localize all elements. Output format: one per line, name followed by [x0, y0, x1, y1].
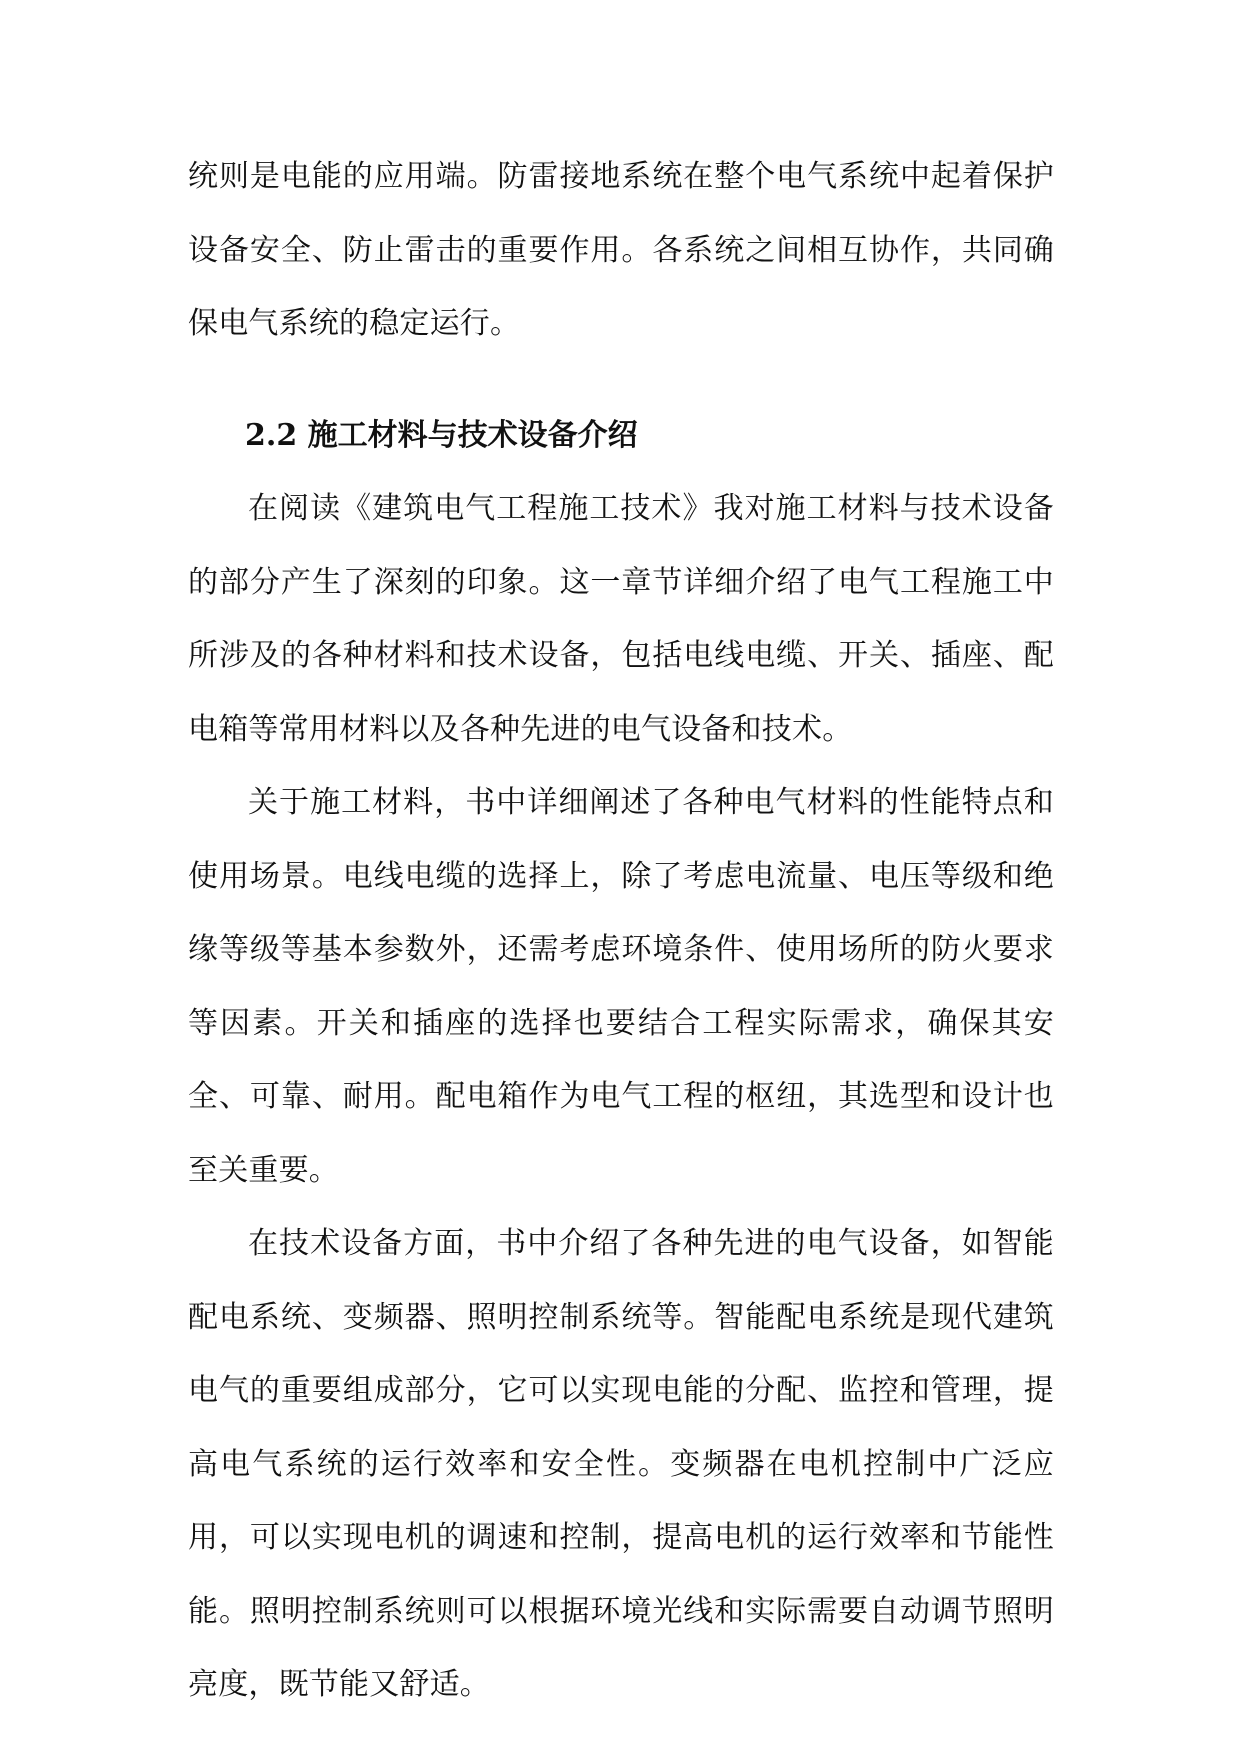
paragraph-equipment: 在技术设备方面，书中介绍了各种先进的电气设备，如智能配电系统、变频器、照明控制系统等。智能配电系统是现代建筑电气的重要组成部分，它可以实现电能的分配、监控和管理，提高电气系统的运行效率和安全性。变频器在电机控制中广泛应用，可以实现电机的调速和控制，提高电机的运行效率和节能性能。照明控制系统则可以根据环境光线和实际需要自动调节照明亮度，既节能又舒适。: [188, 1226, 1054, 1702]
paragraph-materials: 关于施工材料，书中详细阐述了各种电气材料的性能特点和使用场景。电线电缆的选择上，除了考虑电流量、电压等级和绝缘等级等基本参数外，还需考虑环境条件、使用场所的防火要求等因素。开关和插座的选择也要结合工程实际需求，确保其安全、可靠、耐用。配电箱作为电气工程的枢纽，其选型和设计也至关重要。: [188, 785, 1054, 1188]
paragraph-reading-intro: 在阅读《建筑电气工程施工技术》我对施工材料与技术设备的部分产生了深刻的印象。这一章节详细介绍了电气工程施工中所涉及的各种材料和技术设备，包括电线电缆、开关、插座、配电箱等常用材料以及各种先进的电气设备和技术。: [188, 491, 1054, 747]
document-body: [188, 140, 1054, 1722]
paragraph-continued: 统则是电能的应用端。防雷接地系统在整个电气系统中起着保护设备安全、防止雷击的重要作用。各系统之间相互协作，共同确保电气系统的稳定运行。: [188, 159, 1054, 341]
section-heading: 2.2 施工材料与技术设备介绍: [245, 417, 638, 453]
